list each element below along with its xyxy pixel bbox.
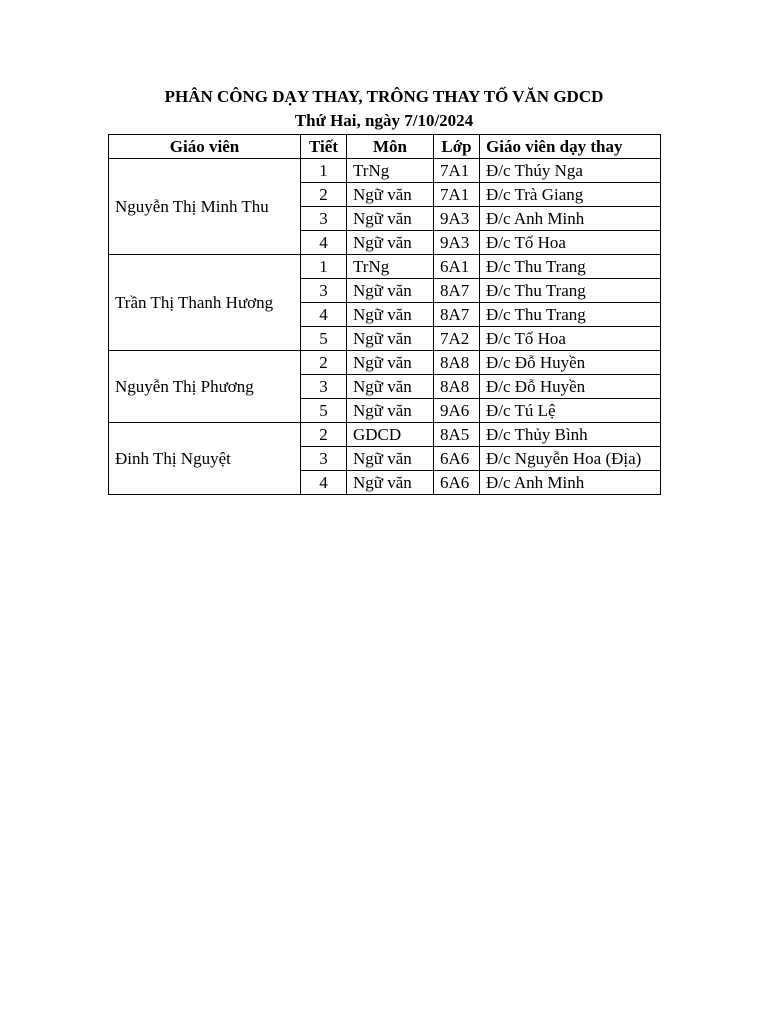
teacher-name-cell: Nguyễn Thị Minh Thu (109, 159, 301, 255)
substitute-teacher-cell: Đ/c Nguyễn Hoa (Địa) (480, 447, 661, 471)
subject-cell: TrNg (347, 255, 434, 279)
header-class: Lớp (434, 135, 480, 159)
class-cell: 8A8 (434, 375, 480, 399)
period-cell: 1 (301, 159, 347, 183)
period-cell: 4 (301, 303, 347, 327)
period-cell: 2 (301, 351, 347, 375)
class-cell: 6A1 (434, 255, 480, 279)
period-cell: 2 (301, 423, 347, 447)
substitute-teacher-cell: Đ/c Đỗ Huyền (480, 351, 661, 375)
period-cell: 5 (301, 399, 347, 423)
subject-cell: Ngữ văn (347, 399, 434, 423)
period-cell: 3 (301, 207, 347, 231)
table-row (109, 351, 661, 375)
table-header-row (109, 135, 661, 159)
subject-cell: Ngữ văn (347, 375, 434, 399)
substitute-teacher-cell: Đ/c Tố Hoa (480, 231, 661, 255)
subject-cell: GDCD (347, 423, 434, 447)
period-cell: 3 (301, 375, 347, 399)
class-cell: 9A3 (434, 207, 480, 231)
period-cell: 4 (301, 231, 347, 255)
substitute-teacher-cell: Đ/c Anh Minh (480, 207, 661, 231)
subject-cell: Ngữ văn (347, 207, 434, 231)
table-row (109, 159, 661, 183)
header-subject: Môn (347, 135, 434, 159)
period-cell: 1 (301, 255, 347, 279)
class-cell: 8A8 (434, 351, 480, 375)
subject-cell: Ngữ văn (347, 351, 434, 375)
subject-cell: Ngữ văn (347, 447, 434, 471)
period-cell: 5 (301, 327, 347, 351)
document-date: Thứ Hai, ngày 7/10/2024 (294, 111, 474, 130)
header-substitute: Giáo viên dạy thay (480, 135, 661, 159)
class-cell: 7A2 (434, 327, 480, 351)
subject-cell: Ngữ văn (347, 183, 434, 207)
period-cell: 3 (301, 447, 347, 471)
table-row (109, 255, 661, 279)
substitution-table (108, 134, 661, 495)
teacher-name-cell: Trần Thị Thanh Hương (109, 255, 301, 351)
period-cell: 2 (301, 183, 347, 207)
class-cell: 8A7 (434, 279, 480, 303)
substitute-teacher-cell: Đ/c Thúy Nga (480, 159, 661, 183)
subject-cell: Ngữ văn (347, 327, 434, 351)
class-cell: 8A5 (434, 423, 480, 447)
class-cell: 9A6 (434, 399, 480, 423)
subject-cell: Ngữ văn (347, 279, 434, 303)
table-row (109, 423, 661, 447)
substitute-teacher-cell: Đ/c Thu Trang (480, 255, 661, 279)
class-cell: 7A1 (434, 159, 480, 183)
class-cell: 9A3 (434, 231, 480, 255)
substitute-teacher-cell: Đ/c Tú Lệ (480, 399, 661, 423)
header-period: Tiết (301, 135, 347, 159)
period-cell: 3 (301, 279, 347, 303)
subject-cell: Ngữ văn (347, 471, 434, 495)
substitute-teacher-cell: Đ/c Anh Minh (480, 471, 661, 495)
substitute-teacher-cell: Đ/c Tố Hoa (480, 327, 661, 351)
teacher-name-cell: Đinh Thị Nguyệt (109, 423, 301, 495)
class-cell: 8A7 (434, 303, 480, 327)
header-teacher: Giáo viên (109, 135, 301, 159)
subject-cell: Ngữ văn (347, 303, 434, 327)
substitute-teacher-cell: Đ/c Thu Trang (480, 303, 661, 327)
class-cell: 6A6 (434, 471, 480, 495)
teacher-name-cell: Nguyễn Thị Phương (109, 351, 301, 423)
substitute-teacher-cell: Đ/c Đỗ Huyền (480, 375, 661, 399)
document-title: PHÂN CÔNG DẠY THAY, TRÔNG THAY TỐ VĂN GDCD (164, 87, 604, 106)
class-cell: 6A6 (434, 447, 480, 471)
class-cell: 7A1 (434, 183, 480, 207)
period-cell: 4 (301, 471, 347, 495)
subject-cell: Ngữ văn (347, 231, 434, 255)
table-body (109, 159, 661, 495)
substitute-teacher-cell: Đ/c Trà Giang (480, 183, 661, 207)
subject-cell: TrNg (347, 159, 434, 183)
substitute-teacher-cell: Đ/c Thu Trang (480, 279, 661, 303)
substitute-teacher-cell: Đ/c Thủy Bình (480, 423, 661, 447)
